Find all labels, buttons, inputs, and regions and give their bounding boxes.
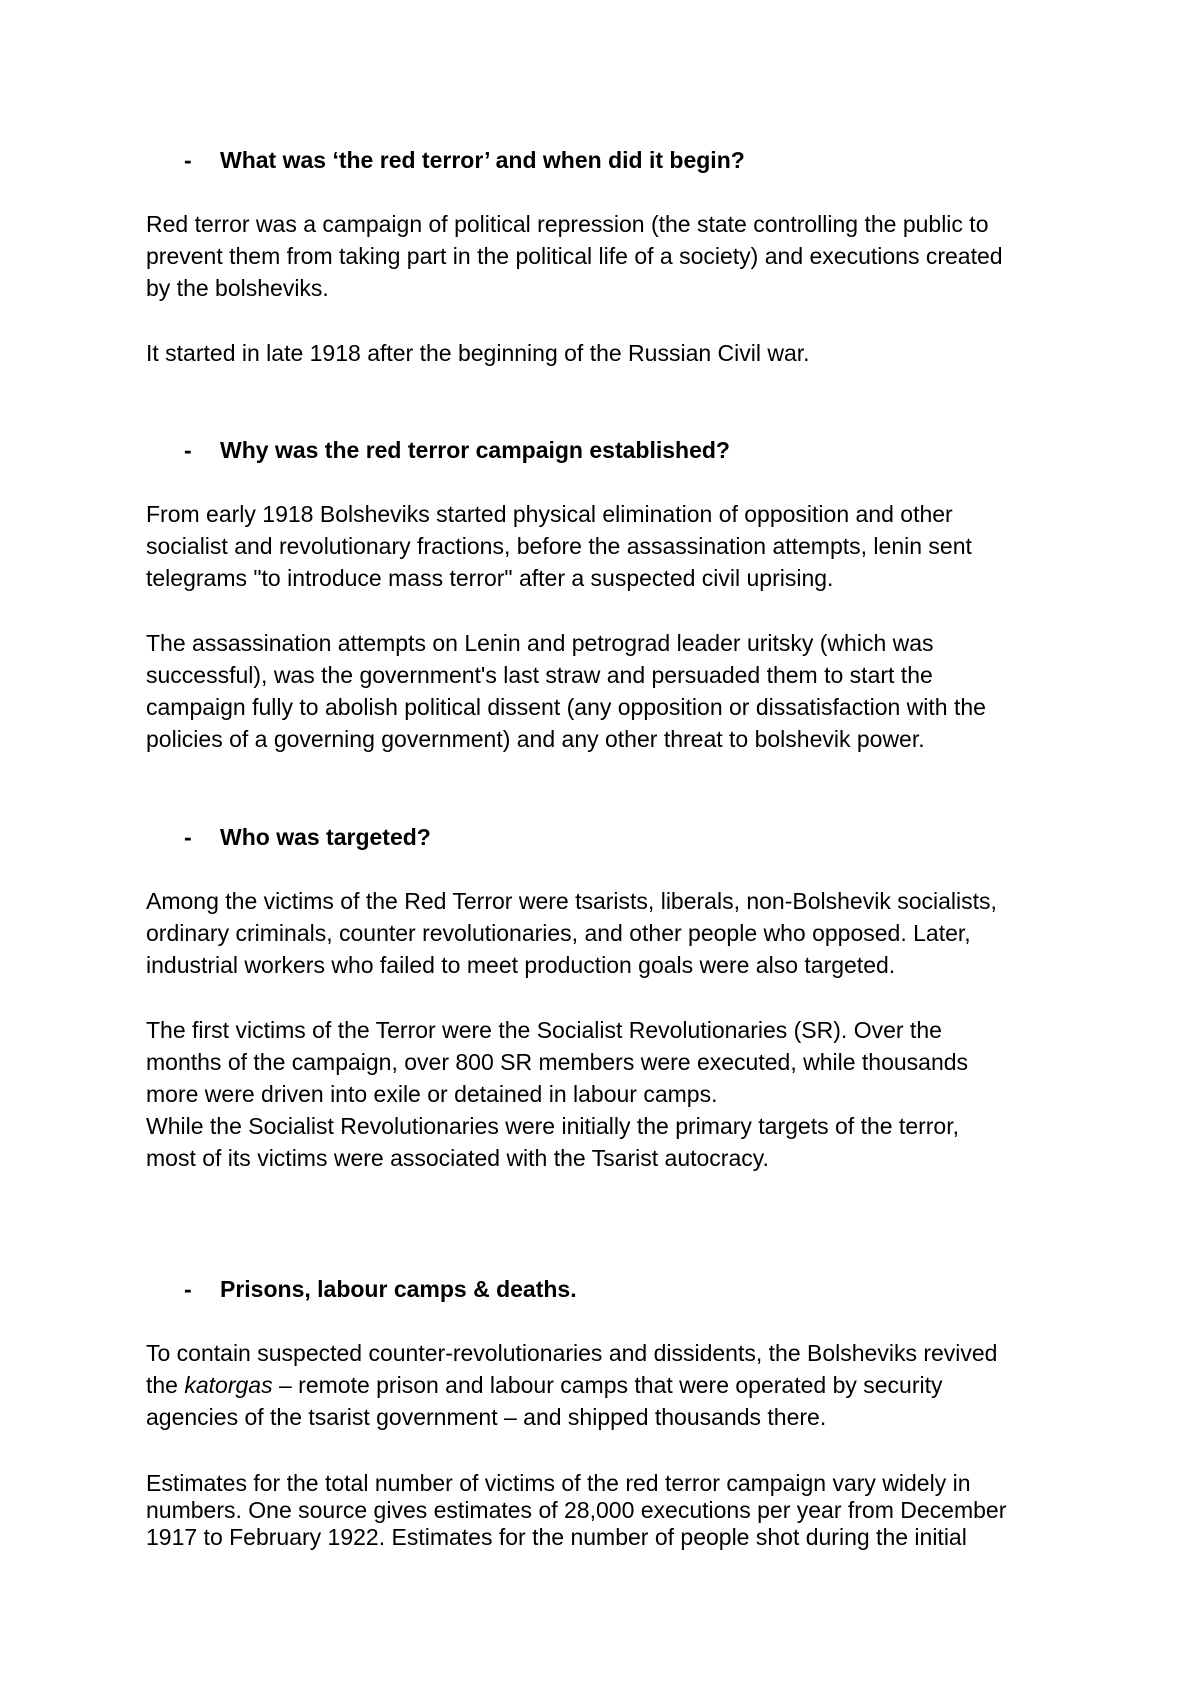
- italic-term: katorgas: [184, 1372, 273, 1398]
- paragraph-line: From early 1918 Bolsheviks started physical elimination of opposition and other: [146, 501, 953, 527]
- heading-text: Who was targeted?: [220, 824, 431, 850]
- paragraph-line: by the bolsheviks.: [146, 275, 329, 301]
- bullet-dash: -: [184, 1276, 192, 1302]
- paragraph-line: successful), was the government's last straw and persuaded them to start the: [146, 662, 933, 688]
- bullet-dash: -: [184, 437, 192, 463]
- paragraph-line: The assassination attempts on Lenin and petrograd leader uritsky (which was: [146, 630, 934, 656]
- section-heading: [184, 145, 745, 175]
- paragraph-line: industrial workers who failed to meet production goals were also targeted.: [146, 952, 896, 978]
- paragraph-line: [146, 1369, 1076, 1401]
- paragraph-line: While the Socialist Revolutionaries were initially the primary targets of the terror,: [146, 1113, 960, 1139]
- paragraph-line: months of the campaign, over 800 SR members were executed, while thousands: [146, 1049, 969, 1075]
- paragraph: [146, 337, 1076, 369]
- paragraph: [146, 1337, 1076, 1433]
- section-heading: [184, 1274, 577, 1304]
- paragraph-line: numbers. One source gives estimates of 28,000 executions per year from December: [146, 1497, 1007, 1523]
- paragraph: [146, 1014, 1076, 1174]
- paragraph-line: The first victims of the Terror were the Socialist Revolutionaries (SR). Over the: [146, 1017, 942, 1043]
- heading-text: What was ‘the red terror’ and when did it begin?: [220, 147, 745, 173]
- heading-text: Prisons, labour camps & deaths.: [220, 1276, 577, 1302]
- paragraph-line: 1917 to February 1922. Estimates for the number of people shot during the initial: [146, 1524, 967, 1550]
- paragraph-line: campaign fully to abolish political dissent (any opposition or dissatisfaction with the: [146, 694, 986, 720]
- paragraph-line: telegrams "to introduce mass terror" after a suspected civil uprising.: [146, 565, 834, 591]
- paragraph-line: Red terror was a campaign of political repression (the state controlling the public to: [146, 211, 989, 237]
- paragraph: [146, 627, 1076, 755]
- text-fragment: – remote prison and labour camps that were operated by security: [272, 1372, 943, 1398]
- section-heading: [184, 435, 730, 465]
- paragraph: [146, 208, 1076, 304]
- paragraph-line: more were driven into exile or detained in labour camps.: [146, 1081, 718, 1107]
- paragraph-line: most of its victims were associated with the Tsarist autocracy.: [146, 1145, 769, 1171]
- paragraph: [146, 885, 1076, 981]
- paragraph: [146, 498, 1076, 594]
- paragraph: [146, 1470, 1076, 1551]
- paragraph-line: socialist and revolutionary fractions, before the assassination attempts, lenin sent: [146, 533, 972, 559]
- paragraph-line: Among the victims of the Red Terror were tsarists, liberals, non-Bolshevik socialists,: [146, 888, 997, 914]
- paragraph-line: policies of a governing government) and any other threat to bolshevik power.: [146, 726, 925, 752]
- heading-text: Why was the red terror campaign established?: [220, 437, 730, 463]
- text-fragment: the: [146, 1372, 185, 1398]
- paragraph-line: Estimates for the total number of victims of the red terror campaign vary widely in: [146, 1470, 971, 1496]
- bullet-dash: -: [184, 147, 192, 173]
- paragraph-line: prevent them from taking part in the political life of a society) and executions created: [146, 243, 1003, 269]
- paragraph-line: It started in late 1918 after the beginning of the Russian Civil war.: [146, 340, 810, 366]
- paragraph-line: agencies of the tsarist government – and shipped thousands there.: [146, 1404, 827, 1430]
- bullet-dash: -: [184, 824, 192, 850]
- paragraph-line: ordinary criminals, counter revolutionaries, and other people who opposed. Later,: [146, 920, 971, 946]
- paragraph-line: To contain suspected counter-revolutionaries and dissidents, the Bolsheviks revived: [146, 1340, 998, 1366]
- section-heading: [184, 822, 431, 852]
